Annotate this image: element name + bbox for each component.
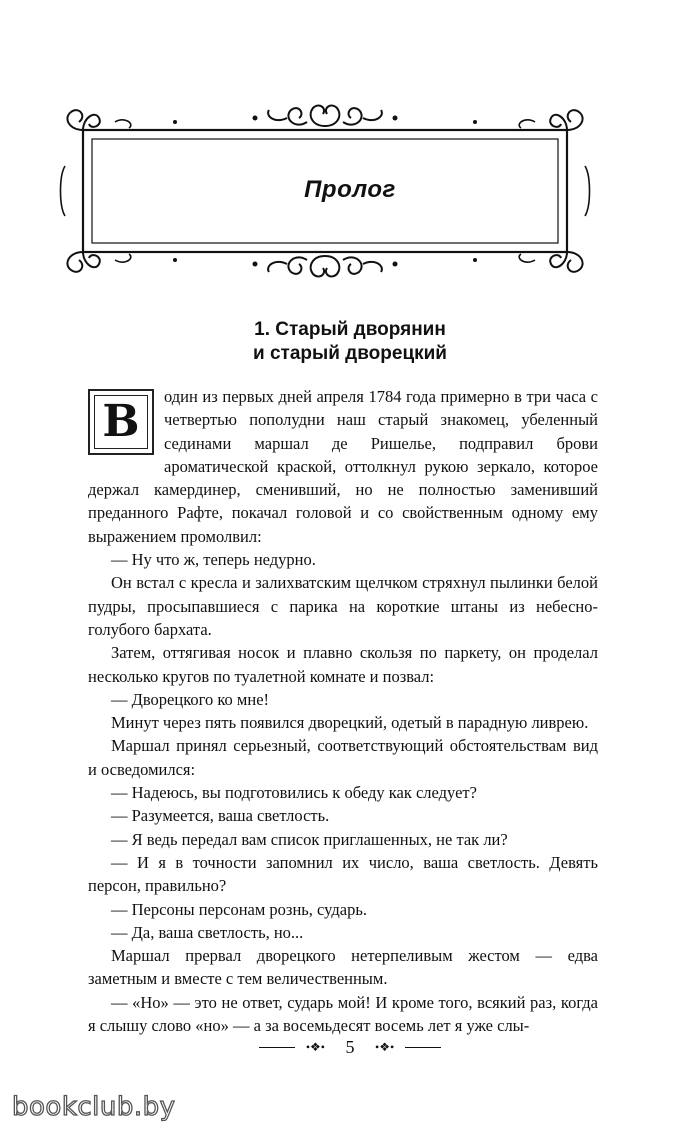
paragraph: — «Но» — это не ответ, сударь мой! И кроме того, всякий раз, когда я слышу слово «но» — а за восемьдесят восемь лет я уже слы- — [88, 992, 598, 1036]
paragraph: Маршал принял серьезный, соответствующий обстоятельствам вид и осведомился: — [88, 736, 598, 779]
chapter-title: Пролог — [304, 176, 396, 203]
paragraph: — Дворецкого ко мне! — [111, 689, 270, 709]
watermark: bookclub.by — [12, 1092, 176, 1122]
dropcap-letter: В — [102, 396, 140, 447]
paragraph: — Надеюсь, вы подготовились к обеду как следует? — [111, 783, 477, 803]
footer-dash-left — [259, 1047, 295, 1048]
paragraph: — Да, ваша светлость, но... — [111, 922, 304, 942]
paragraph: Затем, оттягивая носок и плавно скользя по паркету, он проделал несколько кругов по туалетной комнате и позвал: — [88, 643, 598, 686]
fleuron-icon: •❖• — [375, 1040, 395, 1055]
paragraph — [88, 385, 598, 548]
page-number: 5 — [345, 1037, 355, 1058]
paragraph: — Я ведь передал вам список приглашенных, не так ли? — [111, 829, 508, 849]
paragraph: Минут через пять появился дворецкий, одетый в парадную ливрею. — [111, 713, 589, 733]
section-title-line-1: 1. Старый дворянин — [254, 319, 446, 340]
footer-dash-right — [405, 1047, 441, 1048]
page-footer — [0, 1036, 700, 1058]
section-title-line-2: и старый дворецкий — [252, 343, 447, 364]
paragraph: Маршал прервал дворецкого нетерпеливым жестом — едва заметным и вместе с тем величественным. — [88, 946, 598, 989]
paragraph: — И я в точности запомнил их число, ваша светлость. Девять персон, правильно? — [88, 852, 598, 896]
section-title — [0, 318, 700, 366]
dropcap — [88, 389, 154, 455]
paragraph: — Ну что ж, теперь недурно. — [111, 550, 316, 570]
body-text — [88, 385, 598, 1037]
paragraph: — Разумеется, ваша светлость. — [111, 806, 330, 826]
fleuron-icon: •❖• — [305, 1040, 325, 1055]
paragraph: — Персоны персонам рознь, сударь. — [111, 899, 367, 919]
paragraph: Он встал с кресла и залихватским щелчком стряхнул пылинки белой пудры, просыпавшиеся с парика на короткие штаны из небесно-голубого бархата. — [88, 573, 598, 639]
paragraph-text: один из первых дней апреля 1784 года примерно в три часа с четвертью пополудни наш старый знакомец, убеленный сединами маршал де Ришелье, подправил брови ароматической краской, оттолкнул рукою зеркало, которое держал камердинер, сменивший, но не полностью заменивший преданного Рафте, покачал головой и со свойственным одному ему выражением промолвил: — [88, 387, 598, 546]
